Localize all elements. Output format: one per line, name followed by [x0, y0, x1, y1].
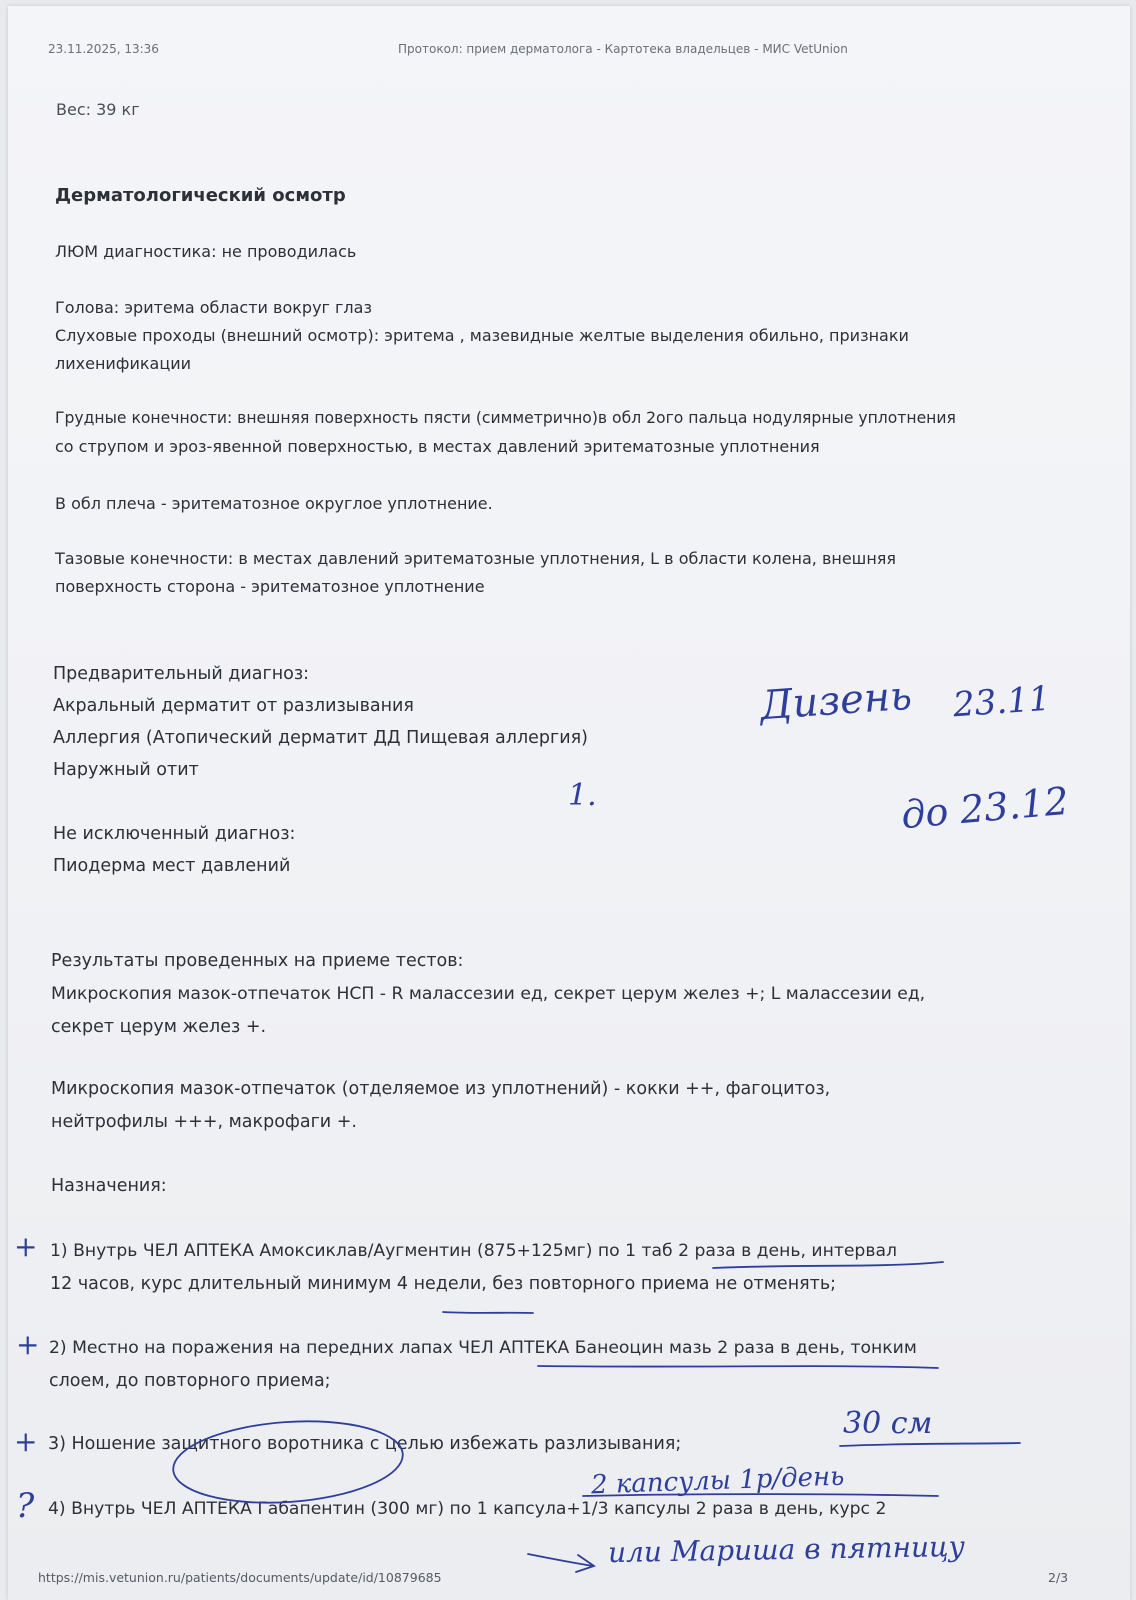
test1-line1: Микроскопия мазок-отпечаток НСП - R малассезии ед, секрет церум желез +; L малассезии ед, — [51, 984, 926, 1004]
print-datetime: 23.11.2025, 13:36 — [48, 42, 159, 56]
exam-heading: Дерматологический осмотр — [55, 185, 346, 206]
diagnosis-item: Акральный дерматит от разлизывания — [53, 696, 414, 716]
handwritten-collar-size: 30 см — [843, 1406, 933, 1441]
handwritten-capsule-note: 2 капсулы 1р/день — [590, 1461, 845, 1501]
diagnosis-item: Наружный отит — [53, 760, 199, 780]
footer-url: https://mis.vetunion.ru/patients/documents/update/id/10879685 — [38, 1570, 442, 1585]
handwritten-plus-mark: + — [14, 1230, 38, 1263]
diagnosis-item: Аллергия (Атопический дерматит ДД Пищевая аллергия) — [53, 728, 588, 748]
excluded-diagnosis-heading: Не исключенный диагноз: — [53, 824, 296, 844]
handwritten-note-day: Дизень — [758, 672, 914, 730]
handwritten-plus-mark: + — [16, 1328, 40, 1361]
exam-ears-line1: Слуховые проходы (внешний осмотр): эритема , мазевидные желтые выделения обильно, признаки — [55, 326, 909, 345]
prescription-3: 3) Ношение защитного воротника с целью избежать разлизывания; — [48, 1434, 682, 1454]
handwritten-question-mark: ? — [16, 1486, 35, 1526]
footer-page-number: 2/3 — [1048, 1570, 1069, 1585]
exam-chest-line2: со струпом и эроз-явенной поверхностью, в местах давлений эритематозные уплотнения — [55, 437, 820, 456]
excluded-diagnosis-item: Пиодерма мест давлений — [53, 856, 291, 876]
exam-lum: ЛЮМ диагностика: не проводилась — [55, 242, 357, 261]
handwritten-ink-marks — [8, 6, 1130, 1600]
handwritten-number-one: 1. — [568, 778, 597, 813]
exam-shoulder: В обл плеча - эритематозное округлое уплотнение. — [55, 494, 493, 513]
exam-pelvic-line1: Тазовые конечности: в местах давлений эритематозные уплотнения, L в области колена, внешняя — [55, 549, 897, 568]
prescription-2-line1: 2) Местно на поражения на передних лапах ЧЕЛ АПТЕКА Банеоцин мазь 2 раза в день, тонким — [49, 1338, 917, 1358]
test2-line2: нейтрофилы +++, макрофаги +. — [51, 1112, 357, 1132]
prescription-2-line2: слоем, до повторного приема; — [49, 1371, 331, 1391]
prescriptions-heading: Назначения: — [51, 1176, 167, 1196]
prescription-1-line1: 1) Внутрь ЧЕЛ АПТЕКА Амоксиклав/Аугментин (875+125мг) по 1 таб 2 раза в день, интервал — [50, 1241, 897, 1261]
document-page — [8, 6, 1130, 1600]
exam-pelvic-line2: поверхность сторона - эритематозное уплотнение — [55, 577, 485, 596]
prescription-1-line2: 12 часов, курс длительный минимум 4 недели, без повторного приема не отменять; — [50, 1274, 837, 1294]
handwritten-date-to: до 23.12 — [899, 778, 1071, 838]
handwritten-date-from: 23.11 — [951, 678, 1052, 726]
exam-chest-line1: Грудные конечности: внешняя поверхность пясти (симметрично)в обл 2ого пальца нодулярные уплотнения — [55, 409, 956, 427]
print-header-title: Протокол: прием дерматолога - Картотека владельцев - МИС VetUnion — [398, 42, 848, 56]
prescription-4: 4) Внутрь ЧЕЛ АПТЕКА Габапентин (300 мг) по 1 капсула+1/3 капсулы 2 раза в день, курс 2 — [48, 1499, 887, 1519]
exam-ears-line2: лихенификации — [55, 354, 192, 373]
test1-line2: секрет церум желез +. — [51, 1017, 267, 1037]
handwritten-plus-mark: + — [14, 1425, 38, 1458]
prelim-diagnosis-heading: Предварительный диагноз: — [53, 664, 310, 684]
tests-heading: Результаты проведенных на приеме тестов: — [51, 951, 464, 971]
handwritten-bottom-note: или Мариша в пятницу — [607, 1529, 966, 1570]
exam-head: Голова: эритема области вокруг глаз — [55, 298, 372, 317]
test2-line1: Микроскопия мазок-отпечаток (отделяемое из уплотнений) - кокки ++, фагоцитоз, — [51, 1079, 831, 1099]
patient-weight: Вес: 39 кг — [56, 100, 140, 119]
